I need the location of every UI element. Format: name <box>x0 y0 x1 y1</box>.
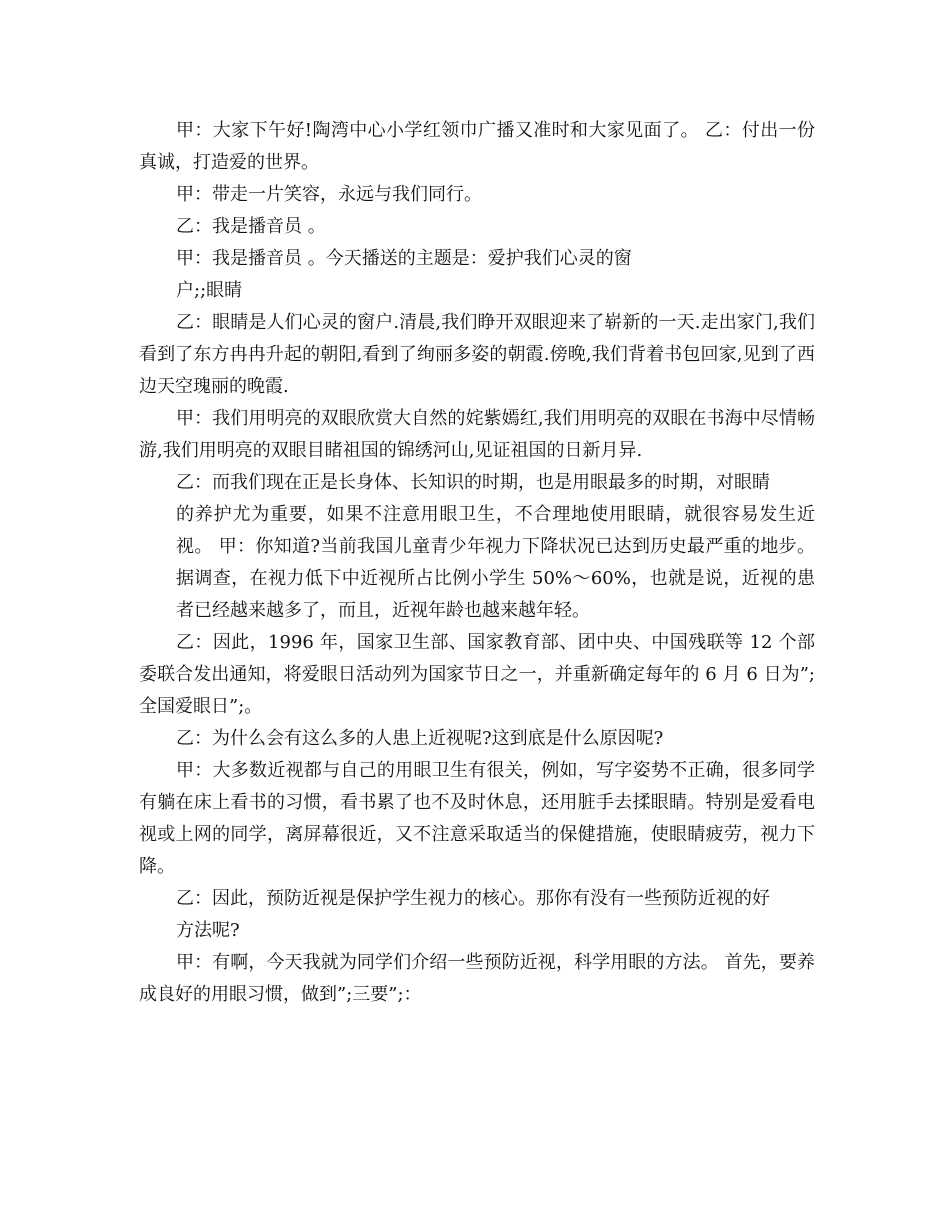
dialogue-paragraph: 甲：带走一片笑容，永远与我们同行。 <box>176 184 482 205</box>
dialogue-paragraph: 甲：大多数近视都与自己的用眼卫生有很关，例如，写字姿势不正确，很多同学有躺在床上看书的习惯，看书累了也不及时休息，还用脏手去揉眼睛。特别是爱看电视或上网的同学，离屏幕很近，又不注意采取适当的保健措施，使眼睛疲劳，视力下降。 <box>139 760 815 877</box>
dialogue-paragraph: 乙：因此，预防近视是保护学生视力的核心。那你有没有一些预防近视的好 <box>176 888 770 909</box>
dialogue-paragraph: 甲：我是播音员 。今天播送的主题是：爱护我们心灵的窗 <box>176 248 632 269</box>
dialogue-paragraph: 乙：眼睛是人们心灵的窗户.清晨,我们睁开双眼迎来了崭新的一天.走出家门,我们看到了东方冉冉升起的朝阳,看到了绚丽多姿的朝霞.傍晚,我们背着书包回家,见到了西边天空瑰丽的晚霞. <box>139 312 815 397</box>
dialogue-paragraph: 乙：而我们现在正是长身体、长知识的时期，也是用眼最多的时期，对眼睛 <box>176 472 770 493</box>
dialogue-paragraph: 甲：有啊，今天我就为同学们介绍一些预防近视，科学用眼的方法。 首先，要养成良好的用眼习惯，做到”;三要”;： <box>139 952 815 1005</box>
dialogue-paragraph: 乙：因此，1996 年，国家卫生部、国家教育部、团中央、中国残联等 12 个部委联合发出通知，将爱眼日活动列为国家节日之一，并重新确定每年的 6 月 6 日为”;全国爱眼日”;。 <box>139 632 815 717</box>
dialogue-paragraph: 乙：我是播音员 。 <box>176 216 326 237</box>
dialogue-paragraph: 户;;眼睛 <box>176 280 243 301</box>
dialogue-paragraph: 乙：为什么会有这么多的人患上近视呢?这到底是什么原因呢? <box>176 728 664 749</box>
dialogue-paragraph: 的养护尤为重要，如果不注意用眼卫生，不合理地使用眼睛，就很容易发生近视。 甲：你知道?当前我国儿童青少年视力下降状况已达到历史最严重的地步。据调查，在视力低下中近视所占比例小学生 50%～60%，也就是说，近视的患者已经越来越多了，而且，近视年龄也越来越年轻。 <box>176 504 815 621</box>
document-body <box>139 115 815 1011</box>
dialogue-paragraph: 甲：大家下午好!陶湾中心小学红领巾广播又准时和大家见面了。 乙：付出一份真诚，打造爱的世界。 <box>139 120 815 173</box>
dialogue-paragraph: 方法呢? <box>176 920 240 941</box>
dialogue-paragraph: 甲：我们用明亮的双眼欣赏大自然的姹紫嫣红,我们用明亮的双眼在书海中尽情畅游,我们用明亮的双眼目睹祖国的锦绣河山,见证祖国的日新月异. <box>139 408 815 461</box>
